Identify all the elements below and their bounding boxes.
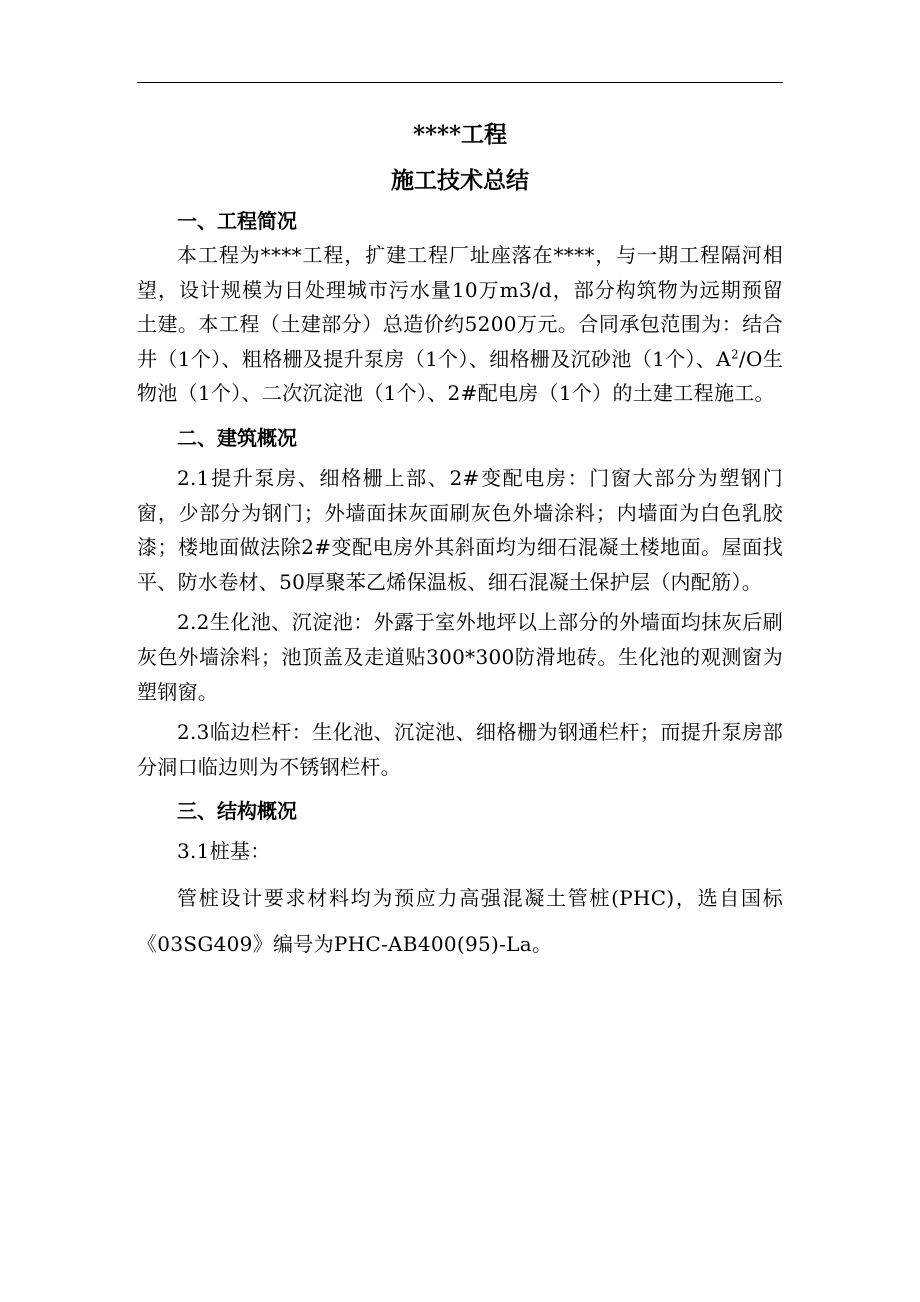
paragraph-2-1: 2.1提升泵房、细格栅上部、2#变配电房：门窗大部分为塑钢门窗，少部分为钢门；外墙面抹灰面刷灰色外墙涂料；内墙面为白色乳胶漆；楼地面做法除2#变配电房外其斜面均为细石混凝土楼地面。屋面找平、防水卷材、50厚聚苯乙烯保温板、细石混凝土保护层（内配筋）。: [137, 465, 783, 594]
header-rule: [137, 82, 783, 83]
document-body: [137, 112, 783, 967]
paragraph-3-1-detail: 管桩设计要求材料均为预应力高强混凝土管桩(PHC)，选自国标《03SG409》编号为PHC-AB400(95)-La。: [137, 885, 783, 956]
section-heading-architecture: 二、建筑概况: [177, 425, 297, 450]
superscript: 2: [730, 347, 739, 362]
paragraph-project-overview: [137, 238, 783, 411]
paragraph-text: /O生物池（1个）、二次沉淀池（1个）、2#配电房（1个）的土建工程施工。: [137, 346, 783, 406]
section-heading-structure: 三、结构概况: [177, 799, 297, 824]
paragraph-3-1: 3.1桩基：: [177, 839, 271, 864]
paragraph-2-2: 2.2生化池、沉淀池：外露于室外地坪以上部分的外墙面均抹灰后刷灰色外墙涂料；池顶盖及走道贴300*300防滑地砖。生化池的观测窗为塑钢窗。: [137, 610, 783, 704]
document-title: ****工程: [412, 121, 508, 148]
paragraph-text: 本工程为****工程，扩建工程厂址座落在****，与一期工程隔河相望，设计规模为日处理城市污水量10万m3/d，部分构筑物为远期预留土建。本工程（土建部分）总造价约5200万元。合同承包范围为：结合井（1个）、粗格栅及提升泵房（1个）、细格栅及沉砂池（1个）、A: [137, 243, 783, 371]
document-subtitle: 施工技术总结: [391, 167, 529, 194]
paragraph-2-3: 2.3临边栏杆：生化池、沉淀池、细格栅为钢通栏杆；而提升泵房部分洞口临边则为不锈钢栏杆。: [137, 720, 783, 779]
section-heading-overview: 一、工程简况: [177, 209, 297, 233]
